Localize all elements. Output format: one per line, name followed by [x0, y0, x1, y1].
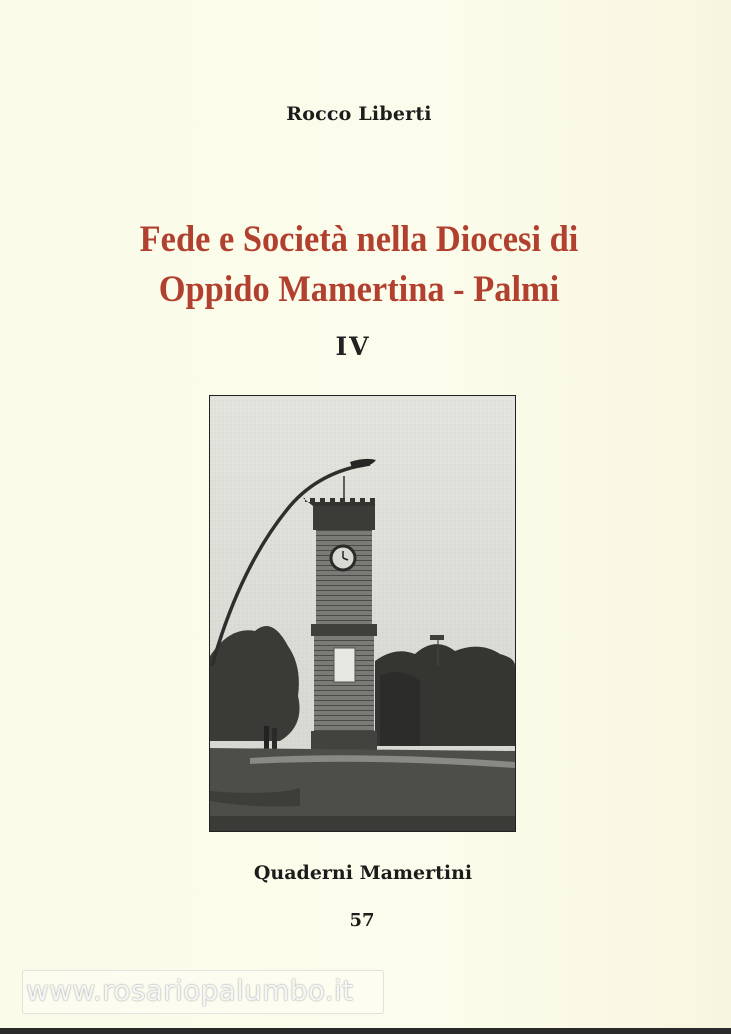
title-line-1: Fede e Società nella Diocesi di	[139, 219, 579, 260]
series-number: 57	[349, 910, 375, 931]
clock-tower-photo	[210, 396, 515, 831]
cover-photo	[209, 395, 516, 832]
series-name: Quaderni Mamertini	[253, 862, 473, 884]
title-line-2: Oppido Mamertina - Palmi	[158, 269, 560, 310]
author-name: Rocco Liberti	[286, 103, 432, 125]
watermark-text: www.rosariopalumbo.it	[26, 974, 354, 1007]
volume-number: IV	[335, 332, 371, 361]
watermark	[22, 970, 384, 1014]
